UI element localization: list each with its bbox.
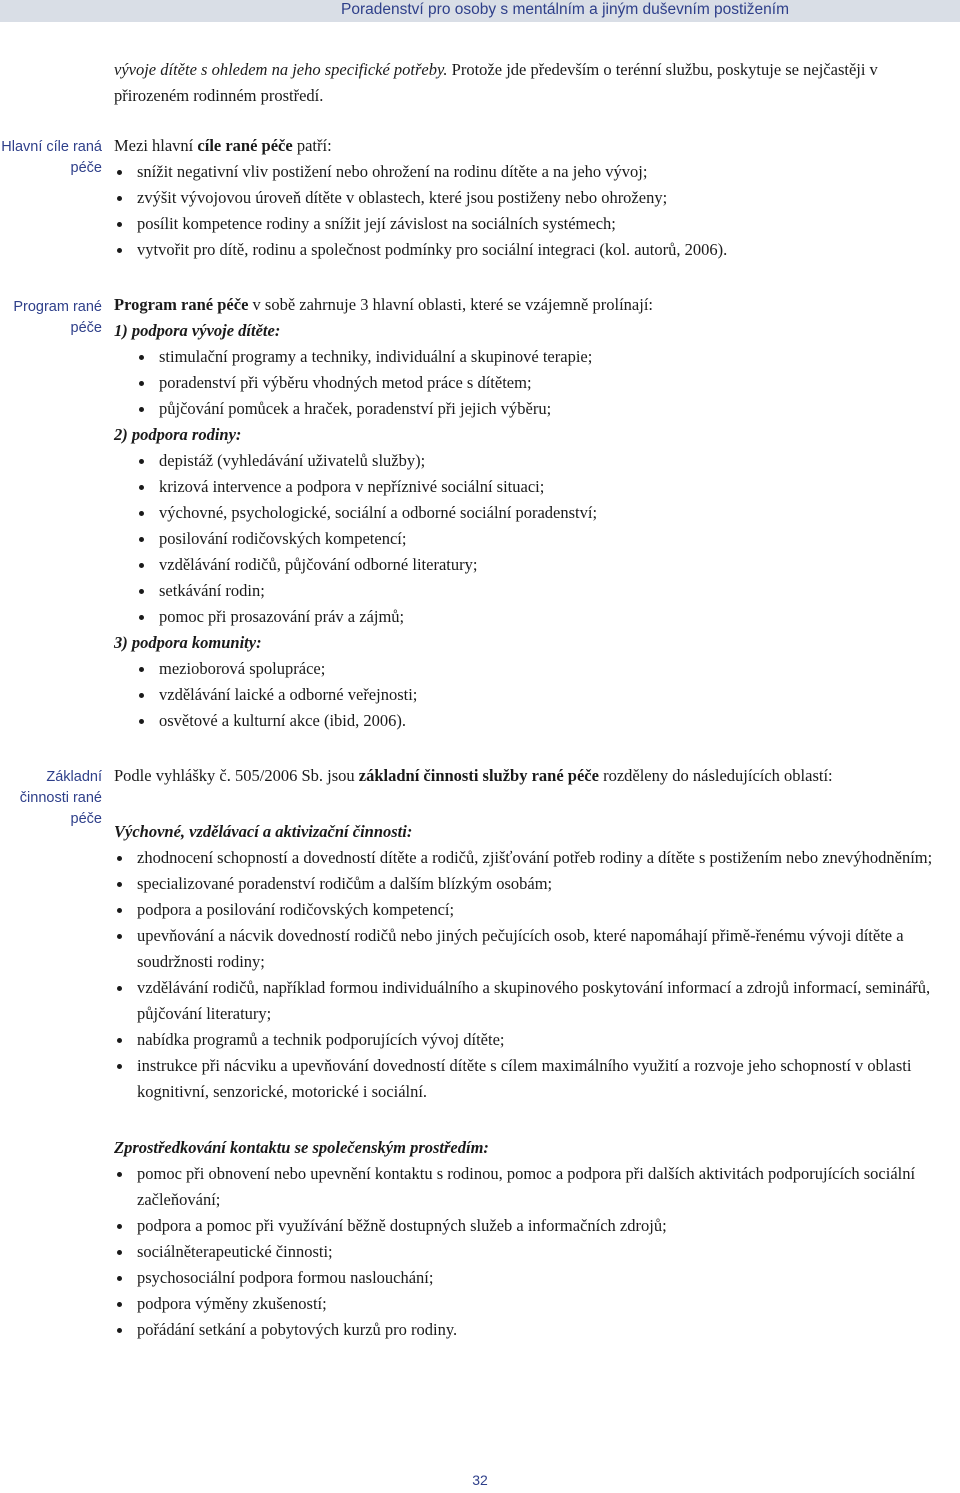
goals-lead: Mezi hlavní cíle rané péče patří: [114, 136, 332, 155]
running-header [0, 0, 960, 22]
list-item: mezioborová spolupráce; [136, 656, 956, 682]
activities-section2-list [114, 1161, 956, 1343]
list-item: pomoc při prosazování práv a zájmů; [136, 604, 956, 630]
list-item: podpora výměny zkušeností; [114, 1291, 956, 1317]
list-item: krizová intervence a podpora v nepříznivé sociální situaci; [136, 474, 956, 500]
program-group-list [114, 656, 956, 734]
program-group-heading: 2) podpora rodiny: [114, 425, 242, 444]
goals-section [114, 133, 956, 263]
list-item: vzdělávání rodičů, například formou individuálního a skupinového poskytování informací a zdrojů informací, seminářů, půjčování literatury; [114, 975, 956, 1027]
page-number: 32 [472, 1472, 488, 1488]
list-item: stimulační programy a techniky, individuální a skupinové terapie; [136, 344, 956, 370]
list-item: zhodnocení schopností a dovedností dítěte a rodičů, zjišťování potřeb rodiny a dítěte s postižením nebo znevýhodněním; [114, 845, 956, 871]
activities-section1-list [114, 845, 956, 1105]
program-group-list [114, 448, 956, 630]
program-lead: Program rané péče v sobě zahrnuje 3 hlavní oblasti, které se vzájemně prolínají: [114, 295, 653, 314]
list-item: psychosociální podpora formou naslouchání; [114, 1265, 956, 1291]
program-group-heading: 3) podpora komunity: [114, 633, 262, 652]
list-item: specializované poradenství rodičům a dalším blízkým osobám; [114, 871, 956, 897]
list-item: upevňování a nácvik dovedností rodičů nebo jiných pečujících osob, které napomáhají přimě-řenému vývoji dítěte a soudržnosti rodiny; [114, 923, 956, 975]
list-item: setkávání rodin; [136, 578, 956, 604]
list-item: půjčování pomůcek a hraček, poradenství při jejich výběru; [136, 396, 956, 422]
activities-section2-heading: Zprostředkování kontaktu se společenským prostředím: [114, 1138, 489, 1157]
list-item: vzdělávání laické a odborné veřejnosti; [136, 682, 956, 708]
list-item: výchovné, psychologické, sociální a odborné sociální poradenství; [136, 500, 956, 526]
intro-italic: vývoje dítěte s ohledem na jeho specifické potřeby. [114, 60, 448, 79]
goals-list [114, 159, 956, 263]
program-section [114, 292, 956, 734]
activities-lead: Podle vyhlášky č. 505/2006 Sb. jsou základní činnosti služby rané péče rozděleny do následujících oblastí: [114, 766, 833, 785]
list-item: osvětové a kulturní akce (ibid, 2006). [136, 708, 956, 734]
list-item: vytvořit pro dítě, rodinu a společnost podmínky pro sociální integraci (kol. autorů, 2006). [114, 237, 956, 263]
list-item: zvýšit vývojovou úroveň dítěte v oblastech, které jsou postiženy nebo ohroženy; [114, 185, 956, 211]
list-item: posílit kompetence rodiny a snížit její závislost na sociálních systémech; [114, 211, 956, 237]
list-item: podpora a posilování rodičovských kompetencí; [114, 897, 956, 923]
list-item: snížit negativní vliv postižení nebo ohrožení na rodinu dítěte a na jeho vývoj; [114, 159, 956, 185]
margin-note-goals: Hlavní cíle raná péče [1, 139, 102, 176]
list-item: instrukce při nácviku a upevňování dovedností dítěte s cílem maximálního využití a rozvoje jeho schopností v oblasti kognitivní, senzorické, motorické i sociální. [114, 1053, 956, 1105]
list-item: depistáž (vyhledávání uživatelů služby); [136, 448, 956, 474]
program-group-heading: 1) podpora vývoje dítěte: [114, 321, 281, 340]
list-item: podpora a pomoc při využívání běžně dostupných služeb a informačních zdrojů; [114, 1213, 956, 1239]
intro-paragraph [114, 57, 956, 109]
list-item: sociálněterapeutické činnosti; [114, 1239, 956, 1265]
list-item: pomoc při obnovení nebo upevnění kontaktu s rodinou, pomoc a podpora při dalších aktivitách podporujících sociální začleňování; [114, 1161, 956, 1213]
list-item: posilování rodičovských kompetencí; [136, 526, 956, 552]
activities-section1-heading: Výchovné, vzdělávací a aktivizační činnosti: [114, 822, 413, 841]
list-item: nabídka programů a technik podporujících vývoj dítěte; [114, 1027, 956, 1053]
margin-note-program: Program rané péče [13, 299, 102, 336]
activities-section [114, 763, 956, 1343]
running-header-title: Poradenství pro osoby s mentálním a jiným duševním postižením [341, 1, 789, 18]
list-item: pořádání setkání a pobytových kurzů pro rodiny. [114, 1317, 956, 1343]
intro-rest: Protože jde především o terénní službu, poskytuje se nejčastěji v přirozeném rodinném prostředí. [114, 60, 878, 105]
list-item: poradenství při výběru vhodných metod práce s dítětem; [136, 370, 956, 396]
list-item: vzdělávání rodičů, půjčování odborné literatury; [136, 552, 956, 578]
program-group-list [114, 344, 956, 422]
margin-note-activities: Základní činnosti rané péče [19, 769, 102, 827]
